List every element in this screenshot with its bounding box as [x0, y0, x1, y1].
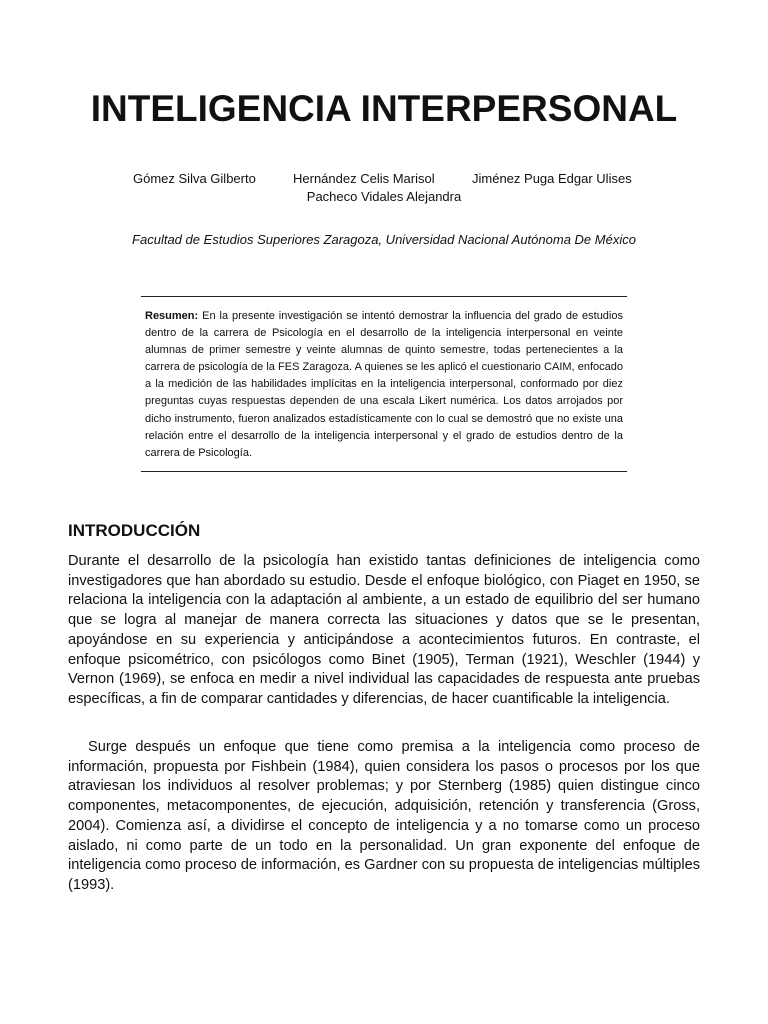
- author-list: [0, 171, 768, 189]
- body-paragraph: Durante el desarrollo de la psicología han existido tantas definiciones de inteligencia como investigadores que han abordado su estudio. Desde el enfoque biológico, con Piaget en 1950, se relaciona la inteligencia con la adaptación al ambiente, a un estado de equilibrio del ser humano que se logra al manejar de manera correcta las situaciones y datos que se le presentan, apoyándose en su experiencia y anticipándose a acontecimientos futuros. En contraste, el enfoque psicométrico, con psicólogos como Binet (1905), Terman (1921), Weschler (1944) y Vernon (1969), se enfoca en medir a nivel individual las capacidades de respuesta ante pruebas específicas, a fin de comparar cantidades y diferencias, de hacer cuantificable la inteligencia.: [68, 553, 700, 707]
- author-name: Gómez Silva Gilberto: [133, 171, 256, 186]
- author-name: Pacheco Vidales Alejandra: [306, 189, 462, 204]
- body-paragraph: Surge después un enfoque que tiene como premisa a la inteligencia como proceso de información, propuesta por Fishbein (1984), quien considera los pasos o procesos por los que atraviesan los individuos al resolver problemas; y por Sternberg (1985) quien distingue cinco componentes, metacomponentes, de ejecución, adquisición, retención y transferencia (Gross, 2004). Comienza así, a dividirse el concepto de inteligencia y a no tomarse como un proceso aislado, ni como parte de un todo en la personalidad. Un gran exponente del enfoque de inteligencia como proceso de información, es Gardner con su propuesta de inteligencias múltiples (1993).: [68, 739, 700, 893]
- abstract: [145, 308, 623, 462]
- abstract-bottom-rule: [141, 471, 627, 472]
- abstract-text: En la presente investigación se intentó demostrar la influencia del grado de estudios dentro de la carrera de Psicología en el desarrollo de la inteligencia interpersonal en veinte alumnas de primer semestre y veinte alumnas de quinto semestre, todas pertenecientes a la carrera de psicología de la FES Zaragoza. A quienes se les aplicó el cuestionario CAIM, enfocado a la medición de las habilidades implícitas en la inteligencia interpersonal, conformado por diez preguntas cuyas respuestas dependen de una escala Likert numérica. Los datos arrojados por dicho instrumento, fueron analizados estadísticamente con lo cual se demostró que no existe una relación entre el desarrollo de la inteligencia interpersonal y el grado de estudios dentro de la carrera de Psicología.: [145, 310, 623, 459]
- author-name: Hernández Celis Marisol: [293, 171, 435, 186]
- abstract-label: Resumen:: [145, 310, 199, 322]
- affiliation: Facultad de Estudios Superiores Zaragoza, Universidad Nacional Autónoma De México: [132, 232, 636, 247]
- section-heading: INTRODUCCIÓN: [68, 521, 201, 540]
- abstract-top-rule: [141, 296, 627, 297]
- author-name: Jiménez Puga Edgar Ulises: [472, 171, 632, 186]
- paper-title: INTELIGENCIA INTERPERSONAL: [90, 88, 678, 129]
